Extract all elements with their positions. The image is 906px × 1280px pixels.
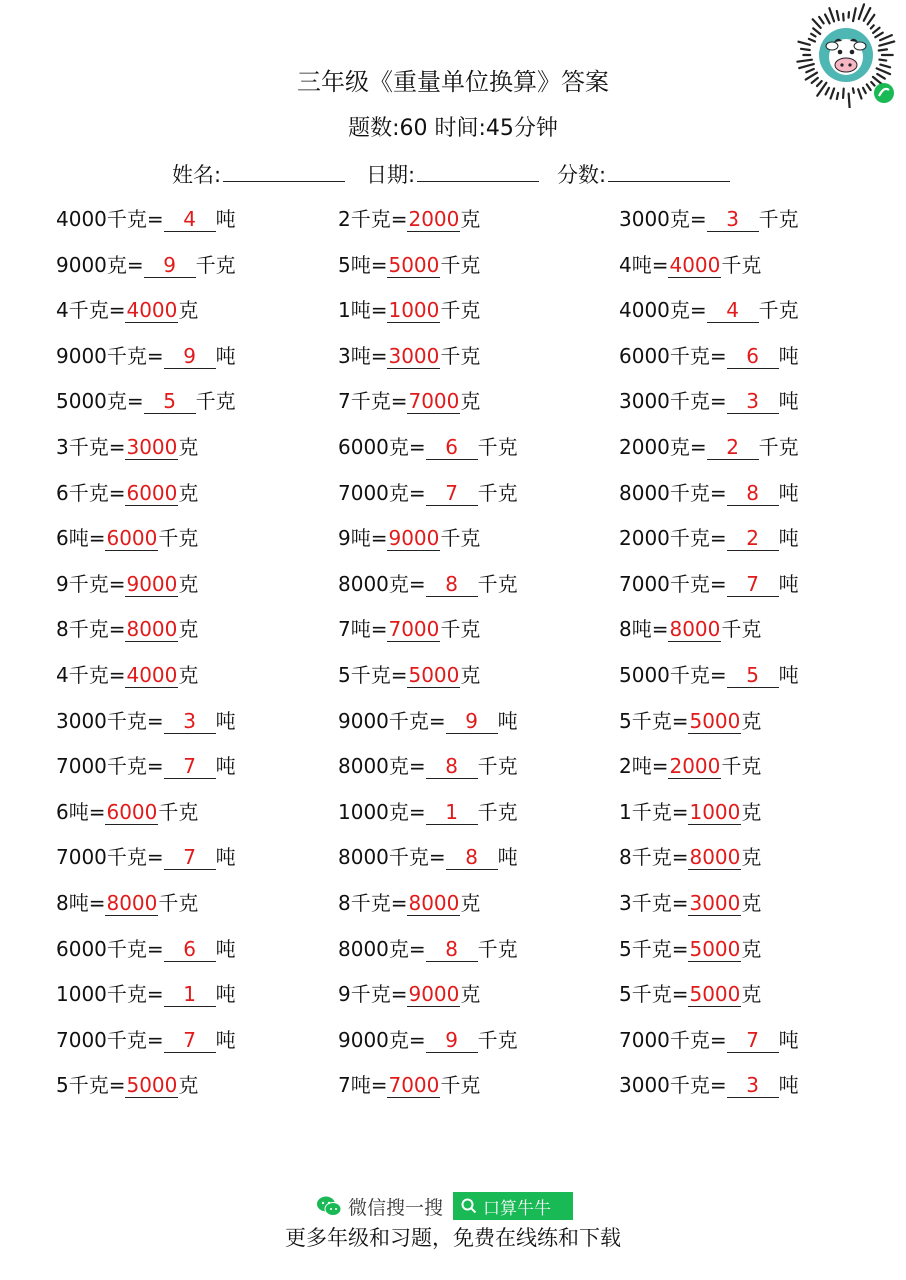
unit-label: 千克 <box>758 207 799 231</box>
problem-item <box>619 245 761 285</box>
unit-label: 千克 <box>758 298 799 323</box>
unit-label: 吨 <box>778 571 799 596</box>
problem-item <box>338 701 518 741</box>
answer-blank[interactable]: 8 <box>426 937 478 962</box>
problem-item <box>619 473 799 513</box>
answer-blank[interactable]: 4 <box>164 207 216 232</box>
unit-label: 千克 <box>440 617 481 642</box>
problem-expression: 7000千克= <box>56 1027 164 1052</box>
problem-expression: 1吨= <box>338 298 388 323</box>
answer-blank[interactable]: 8000 <box>408 891 460 915</box>
problem-expression: 3000千克= <box>56 708 164 733</box>
answer-blank[interactable]: 7 <box>727 1028 779 1053</box>
problem-item <box>619 929 761 969</box>
problem-expression: 5000克= <box>56 389 144 414</box>
problem-expression: 4千克= <box>56 663 126 687</box>
unit-label: 千克 <box>158 526 199 551</box>
problem-item <box>56 609 198 649</box>
unit-label: 千克 <box>440 298 481 323</box>
unit-label: 吨 <box>215 845 236 870</box>
answer-blank[interactable]: 4000 <box>669 252 721 277</box>
unit-label: 克 <box>178 663 199 687</box>
problem-item <box>619 1020 799 1060</box>
answer-blank[interactable]: 5 <box>144 389 196 414</box>
answer-blank[interactable]: 3000 <box>388 343 440 368</box>
answer-blank[interactable]: 3 <box>727 389 779 414</box>
problem-row <box>0 655 906 695</box>
problem-item <box>619 701 761 741</box>
answer-blank[interactable]: 9000 <box>126 571 178 596</box>
page-subtitle: 题数:60 时间:45分钟 <box>348 116 558 141</box>
problem-row <box>0 837 906 877</box>
problem-row <box>0 746 906 786</box>
problem-expression: 9000克= <box>338 1027 426 1052</box>
problem-item <box>338 564 518 604</box>
problem-item <box>56 518 198 558</box>
problem-row <box>0 564 906 604</box>
answer-blank[interactable]: 6 <box>727 344 779 369</box>
problem-item <box>619 792 761 832</box>
problem-expression: 7000克= <box>338 480 426 505</box>
wechat-icon <box>316 1195 342 1217</box>
unit-label: 千克 <box>758 435 799 459</box>
problem-expression: 1000克= <box>338 799 426 824</box>
unit-label: 千克 <box>440 526 481 551</box>
problem-expression: 8吨= <box>619 617 669 642</box>
problem-item <box>338 974 480 1014</box>
problem-expression: 8000克= <box>338 754 426 779</box>
problem-item <box>56 701 236 741</box>
unit-label: 克 <box>741 891 762 915</box>
problem-expression: 7000千克= <box>56 845 164 870</box>
unit-label: 吨 <box>778 1073 799 1098</box>
problem-expression: 3000千克= <box>619 1073 727 1098</box>
unit-label: 千克 <box>477 571 518 596</box>
problem-row <box>0 245 906 285</box>
answer-blank[interactable]: 8 <box>446 845 498 870</box>
problem-item <box>338 336 480 376</box>
unit-label: 克 <box>178 480 199 505</box>
answer-blank[interactable]: 8 <box>426 754 478 779</box>
search-keyword: 口算牛牛 <box>483 1198 552 1219</box>
answer-blank[interactable]: 7 <box>426 481 478 506</box>
unit-label: 克 <box>741 708 762 733</box>
unit-label: 千克 <box>477 435 518 459</box>
unit-label: 千克 <box>158 799 199 824</box>
problem-item <box>619 199 799 239</box>
answer-blank[interactable]: 4000 <box>126 663 178 687</box>
unit-label: 克 <box>741 982 762 1007</box>
problem-expression: 6吨= <box>56 526 106 551</box>
answer-blank[interactable]: 8000 <box>126 617 178 642</box>
unit-label: 吨 <box>497 708 518 733</box>
problem-expression: 5千克= <box>619 982 689 1007</box>
unit-label: 克 <box>178 298 199 323</box>
problem-item <box>338 199 480 239</box>
answer-blank[interactable]: 3 <box>727 1073 779 1098</box>
problem-item <box>619 655 799 695</box>
answer-blank[interactable]: 5000 <box>126 1073 178 1098</box>
problem-row <box>0 290 906 330</box>
unit-label: 千克 <box>477 754 518 779</box>
problem-expression: 6000千克= <box>619 343 727 368</box>
problem-expression: 1000千克= <box>56 982 164 1007</box>
problem-item <box>56 1020 236 1060</box>
problem-item <box>338 518 480 558</box>
score-field[interactable] <box>557 158 730 192</box>
unit-label: 吨 <box>215 207 236 231</box>
answer-blank[interactable]: 3 <box>164 709 216 734</box>
problem-item <box>56 564 198 604</box>
problem-item <box>338 1020 518 1060</box>
problem-expression: 3000千克= <box>619 389 727 414</box>
problem-item <box>56 746 236 786</box>
problem-item <box>56 974 236 1014</box>
problem-item <box>619 564 799 604</box>
problem-expression: 5千克= <box>619 936 689 961</box>
problem-item <box>338 883 480 923</box>
problem-expression: 9000千克= <box>56 343 164 368</box>
answer-blank[interactable]: 1 <box>164 982 216 1007</box>
problem-expression: 4千克= <box>56 298 126 323</box>
problem-expression: 6千克= <box>56 480 126 505</box>
answer-blank[interactable]: 7 <box>727 572 779 597</box>
problem-item <box>619 381 799 421</box>
problem-item <box>619 1065 799 1105</box>
answer-blank[interactable]: 5000 <box>408 663 460 687</box>
problem-expression: 4000千克= <box>56 207 164 231</box>
unit-label: 克 <box>178 435 199 459</box>
problem-item <box>338 837 518 877</box>
problem-expression: 9000克= <box>56 252 144 277</box>
unit-label: 吨 <box>215 754 236 779</box>
unit-label: 克 <box>741 799 762 824</box>
unit-label: 吨 <box>215 343 236 368</box>
unit-label: 千克 <box>440 252 481 277</box>
answer-blank[interactable]: 9000 <box>408 982 460 1007</box>
problem-item <box>56 290 198 330</box>
problem-expression: 8000克= <box>338 936 426 961</box>
problem-item <box>56 381 236 421</box>
problem-item <box>338 792 518 832</box>
problem-row <box>0 609 906 649</box>
unit-label: 千克 <box>195 389 236 414</box>
unit-label: 千克 <box>721 252 762 277</box>
unit-label: 吨 <box>778 1027 799 1052</box>
problem-expression: 4000克= <box>619 298 707 323</box>
unit-label: 千克 <box>195 252 236 277</box>
problem-expression: 3000克= <box>619 207 707 231</box>
problem-expression: 3吨= <box>338 343 388 368</box>
unit-label: 克 <box>460 891 481 915</box>
answer-blank[interactable]: 2000 <box>408 207 460 231</box>
answer-blank[interactable]: 7 <box>164 754 216 779</box>
problem-item <box>619 837 761 877</box>
unit-label: 吨 <box>215 708 236 733</box>
answer-blank[interactable]: 5000 <box>689 936 741 961</box>
problem-item <box>619 746 761 786</box>
answer-blank[interactable]: 9 <box>446 709 498 734</box>
problem-item <box>56 427 198 467</box>
answer-blank[interactable]: 2 <box>707 435 759 460</box>
problem-expression: 5千克= <box>619 708 689 733</box>
problem-expression: 8千克= <box>338 891 408 915</box>
problem-item <box>56 655 198 695</box>
answer-blank[interactable]: 3000 <box>126 435 178 459</box>
problem-expression: 9千克= <box>338 982 408 1007</box>
answer-blank[interactable]: 2000 <box>669 754 721 779</box>
wechat-search-label: 微信搜一搜 <box>348 1196 444 1219</box>
answer-blank[interactable]: 6 <box>164 937 216 962</box>
name-field[interactable] <box>172 158 345 192</box>
answer-blank[interactable]: 5000 <box>388 252 440 277</box>
problem-item <box>338 245 480 285</box>
problem-expression: 8000千克= <box>338 845 446 870</box>
unit-label: 千克 <box>477 480 518 505</box>
problem-item <box>338 427 518 467</box>
problem-item <box>56 883 198 923</box>
unit-label: 克 <box>741 845 762 870</box>
answer-blank[interactable]: 4 <box>707 298 759 323</box>
unit-label: 千克 <box>477 936 518 961</box>
search-icon <box>461 1198 477 1214</box>
answer-blank[interactable]: 8 <box>426 572 478 597</box>
problem-item <box>56 1065 198 1105</box>
problem-expression: 7000千克= <box>56 754 164 779</box>
answer-blank[interactable]: 5000 <box>689 982 741 1007</box>
name-label: 姓名: <box>172 163 222 187</box>
footer-tagline: 更多年级和习题，免费在线练和下载 <box>285 1226 621 1250</box>
problem-expression: 7000千克= <box>619 571 727 596</box>
answer-blank[interactable]: 9000 <box>388 526 440 551</box>
score-blank[interactable] <box>608 159 730 182</box>
unit-label: 克 <box>460 389 481 414</box>
problem-expression: 5吨= <box>338 252 388 277</box>
problem-expression: 8000千克= <box>619 480 727 505</box>
problem-row <box>0 518 906 558</box>
problem-expression: 4吨= <box>619 252 669 277</box>
answer-blank[interactable]: 7 <box>164 1028 216 1053</box>
answer-blank[interactable]: 9 <box>426 1028 478 1053</box>
answer-blank[interactable]: 6000 <box>106 799 158 824</box>
unit-label: 吨 <box>778 526 799 551</box>
problem-expression: 2000克= <box>619 435 707 459</box>
answer-blank[interactable]: 3000 <box>689 891 741 915</box>
problem-item <box>338 473 518 513</box>
problem-row <box>0 792 906 832</box>
problem-item <box>338 929 518 969</box>
problem-expression: 2吨= <box>619 754 669 779</box>
problem-expression: 1千克= <box>619 799 689 824</box>
problem-item <box>56 837 236 877</box>
unit-label: 克 <box>178 1073 199 1098</box>
problem-expression: 7吨= <box>338 617 388 642</box>
answer-blank[interactable]: 5000 <box>689 708 741 733</box>
problem-item <box>338 381 480 421</box>
unit-label: 千克 <box>721 617 762 642</box>
problem-row <box>0 427 906 467</box>
answer-blank[interactable]: 6000 <box>126 480 178 505</box>
answer-blank[interactable]: 8000 <box>106 891 158 915</box>
problem-item <box>56 792 198 832</box>
problem-expression: 8吨= <box>56 891 106 915</box>
problem-expression: 6000千克= <box>56 936 164 961</box>
problem-row <box>0 1065 906 1105</box>
name-blank[interactable] <box>223 159 345 182</box>
problem-item <box>619 518 799 558</box>
unit-label: 千克 <box>158 891 199 915</box>
unit-label: 千克 <box>440 1073 481 1098</box>
problem-row <box>0 883 906 923</box>
answer-blank[interactable]: 7 <box>164 845 216 870</box>
problem-row <box>0 1020 906 1060</box>
unit-label: 克 <box>178 571 199 596</box>
answer-blank[interactable]: 7000 <box>408 389 460 414</box>
problem-item <box>338 609 480 649</box>
problem-item <box>619 427 799 467</box>
problem-item <box>56 336 236 376</box>
problem-item <box>338 655 480 695</box>
unit-label: 千克 <box>477 1027 518 1052</box>
unit-label: 吨 <box>497 845 518 870</box>
problem-expression: 3千克= <box>619 891 689 915</box>
problem-item <box>56 199 236 239</box>
problem-expression: 6吨= <box>56 799 106 824</box>
problem-row <box>0 974 906 1014</box>
answer-blank[interactable]: 6 <box>426 435 478 460</box>
problem-expression: 2000千克= <box>619 526 727 551</box>
answer-blank[interactable]: 8 <box>727 481 779 506</box>
unit-label: 克 <box>741 936 762 961</box>
answer-blank[interactable]: 8000 <box>669 617 721 642</box>
problem-item <box>619 609 761 649</box>
problem-expression: 7吨= <box>338 1073 388 1098</box>
problem-expression: 8千克= <box>56 617 126 642</box>
problem-row <box>0 199 906 239</box>
answer-blank[interactable]: 6000 <box>106 526 158 551</box>
unit-label: 吨 <box>778 343 799 368</box>
problem-expression: 6000克= <box>338 435 426 459</box>
unit-label: 克 <box>460 982 481 1007</box>
student-info-row <box>0 158 906 192</box>
problem-item <box>619 883 761 923</box>
problem-row <box>0 381 906 421</box>
footer-search-bar <box>0 1191 906 1221</box>
unit-label: 千克 <box>477 799 518 824</box>
problem-item <box>338 290 480 330</box>
problem-row <box>0 336 906 376</box>
unit-label: 吨 <box>215 982 236 1007</box>
problem-expression: 5千克= <box>56 1073 126 1098</box>
answer-blank[interactable]: 7000 <box>388 617 440 642</box>
problem-item <box>619 336 799 376</box>
answer-blank[interactable]: 2 <box>727 526 779 551</box>
answer-blank[interactable]: 9 <box>164 344 216 369</box>
unit-label: 吨 <box>778 480 799 505</box>
answer-blank[interactable]: 1000 <box>388 298 440 323</box>
answer-blank[interactable]: 8000 <box>689 845 741 870</box>
unit-label: 千克 <box>721 754 762 779</box>
problem-item <box>619 290 799 330</box>
problem-item <box>619 974 761 1014</box>
problem-row <box>0 473 906 513</box>
problem-row <box>0 701 906 741</box>
problem-expression: 9吨= <box>338 526 388 551</box>
answer-blank[interactable]: 4000 <box>126 298 178 323</box>
date-blank[interactable] <box>417 159 539 182</box>
problem-expression: 7千克= <box>338 389 408 414</box>
search-button[interactable] <box>453 1192 573 1220</box>
problem-item <box>56 245 236 285</box>
problem-expression: 5千克= <box>338 663 408 687</box>
problem-row <box>0 929 906 969</box>
problem-expression: 2千克= <box>338 207 408 231</box>
problem-expression: 8千克= <box>619 845 689 870</box>
unit-label: 吨 <box>215 936 236 961</box>
problem-expression: 9千克= <box>56 571 126 596</box>
problem-expression: 8000克= <box>338 571 426 596</box>
unit-label: 克 <box>460 663 481 687</box>
answer-blank[interactable]: 7000 <box>388 1073 440 1098</box>
answer-blank[interactable]: 5 <box>727 663 779 688</box>
answer-blank[interactable]: 3 <box>707 207 759 232</box>
answer-blank[interactable]: 1 <box>426 800 478 825</box>
answer-blank[interactable]: 1000 <box>689 799 741 824</box>
unit-label: 克 <box>460 207 481 231</box>
problem-expression: 7000千克= <box>619 1027 727 1052</box>
date-field[interactable] <box>366 158 539 192</box>
unit-label: 吨 <box>778 389 799 414</box>
problem-item <box>338 746 518 786</box>
problem-expression: 3千克= <box>56 435 126 459</box>
problem-item <box>56 473 198 513</box>
problem-expression: 9000千克= <box>338 708 446 733</box>
problem-item <box>338 1065 480 1105</box>
problem-item <box>56 929 236 969</box>
date-label: 日期: <box>366 163 416 187</box>
unit-label: 千克 <box>440 343 481 368</box>
score-label: 分数: <box>557 163 607 187</box>
unit-label: 克 <box>178 617 199 642</box>
problem-expression: 5000千克= <box>619 663 727 687</box>
answer-blank[interactable]: 9 <box>144 253 196 278</box>
unit-label: 吨 <box>215 1027 236 1052</box>
unit-label: 吨 <box>778 663 799 687</box>
page-title: 三年级《重量单位换算》答案 <box>297 68 609 96</box>
